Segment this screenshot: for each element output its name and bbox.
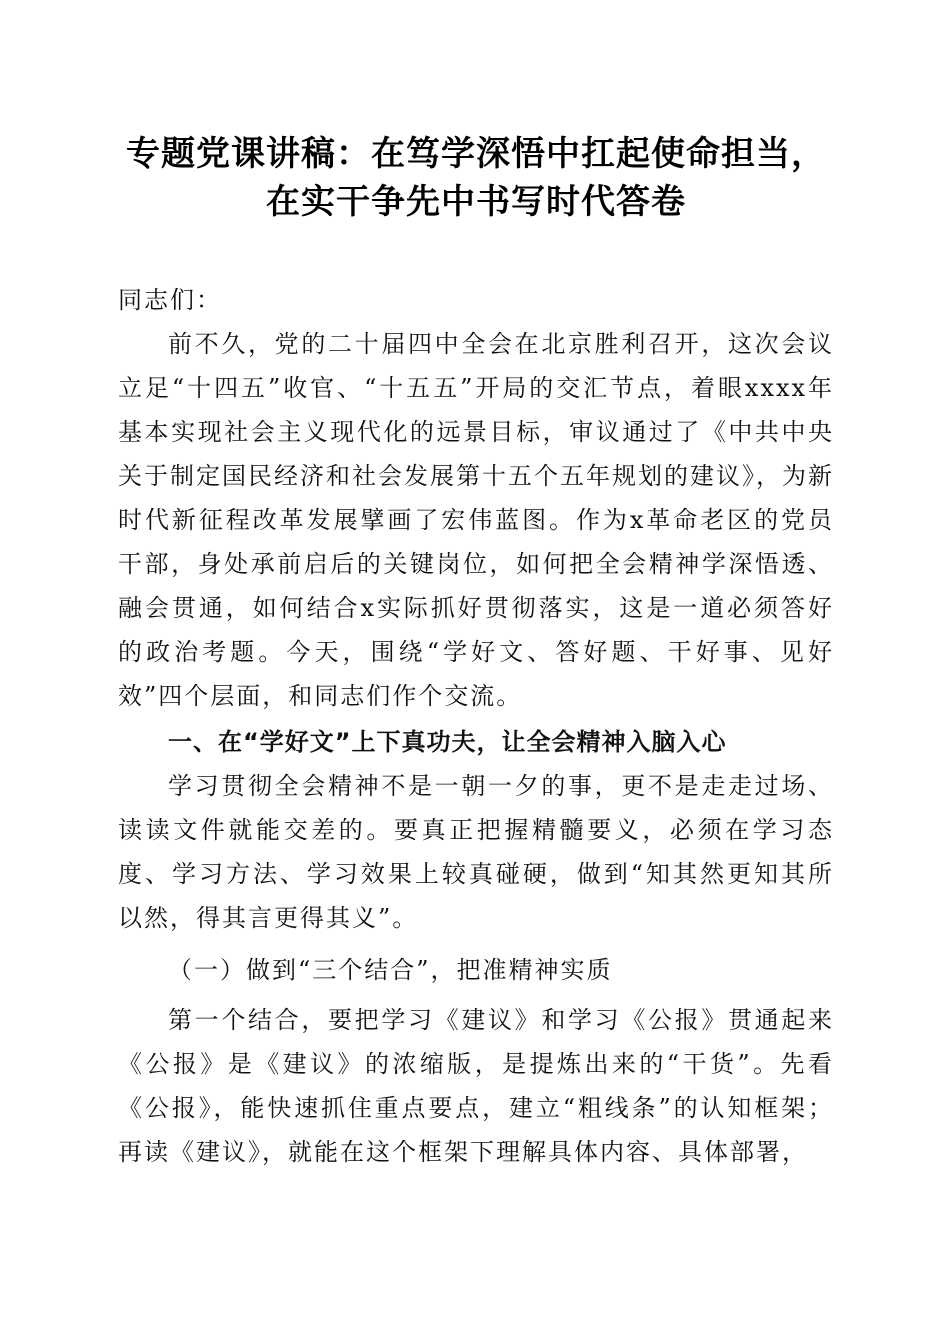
section1-paragraph: 学习贯彻全会精神不是一朝一夕的事，更不是走走过场、读读文件就能交差的。要真正把握精髓要义，必须在学习态度、学习方法、学习效果上较真碰硬，做到“知其然更知其所以然，得其言更得其义”。 (118, 772, 834, 932)
intro-paragraph: 前不久，党的二十届四中全会在北京胜利召开，这次会议立足“十四五”收官、“十五五”开局的交汇节点，着眼xxxx年基本实现社会主义现代化的远景目标，审议通过了《中共中央关于制定国民经济和社会发展第十五个五年规划的建议》，为新时代新征程改革发展擘画了宏伟蓝图。作为x革命老区的党员干部，身处承前启后的关键岗位，如何把全会精神学深悟透、融会贯通，如何结合x实际抓好贯彻落实，这是一道必须答好的政治考题。今天，围绕“学好文、答好题、干好事、见好效”四个层面，和同志们作个交流。 (118, 330, 834, 710)
subsection-heading-1: （一）做到“三个结合”，把准精神实质 (168, 956, 613, 984)
title-line-2: 在实干争先中书写时代答卷 (266, 182, 686, 222)
document-title (118, 130, 834, 226)
title-line-1: 专题党课讲稿：在笃学深悟中扛起使命担当， (126, 134, 826, 174)
section-heading-1: 一、在“学好文”上下真功夫，让全会精神入脑入心 (168, 728, 727, 756)
document-page (118, 130, 834, 1174)
combination1-paragraph: 第一个结合，要把学习《建议》和学习《公报》贯通起来《公报》是《建议》的浓缩版，是提炼出来的“干货”。先看《公报》，能快速抓住重点要点，建立“粗线条”的认知框架；再读《建议》，就能在这个框架下理解具体内容、具体部署， (118, 1006, 834, 1166)
salutation: 同志们： (118, 286, 222, 314)
